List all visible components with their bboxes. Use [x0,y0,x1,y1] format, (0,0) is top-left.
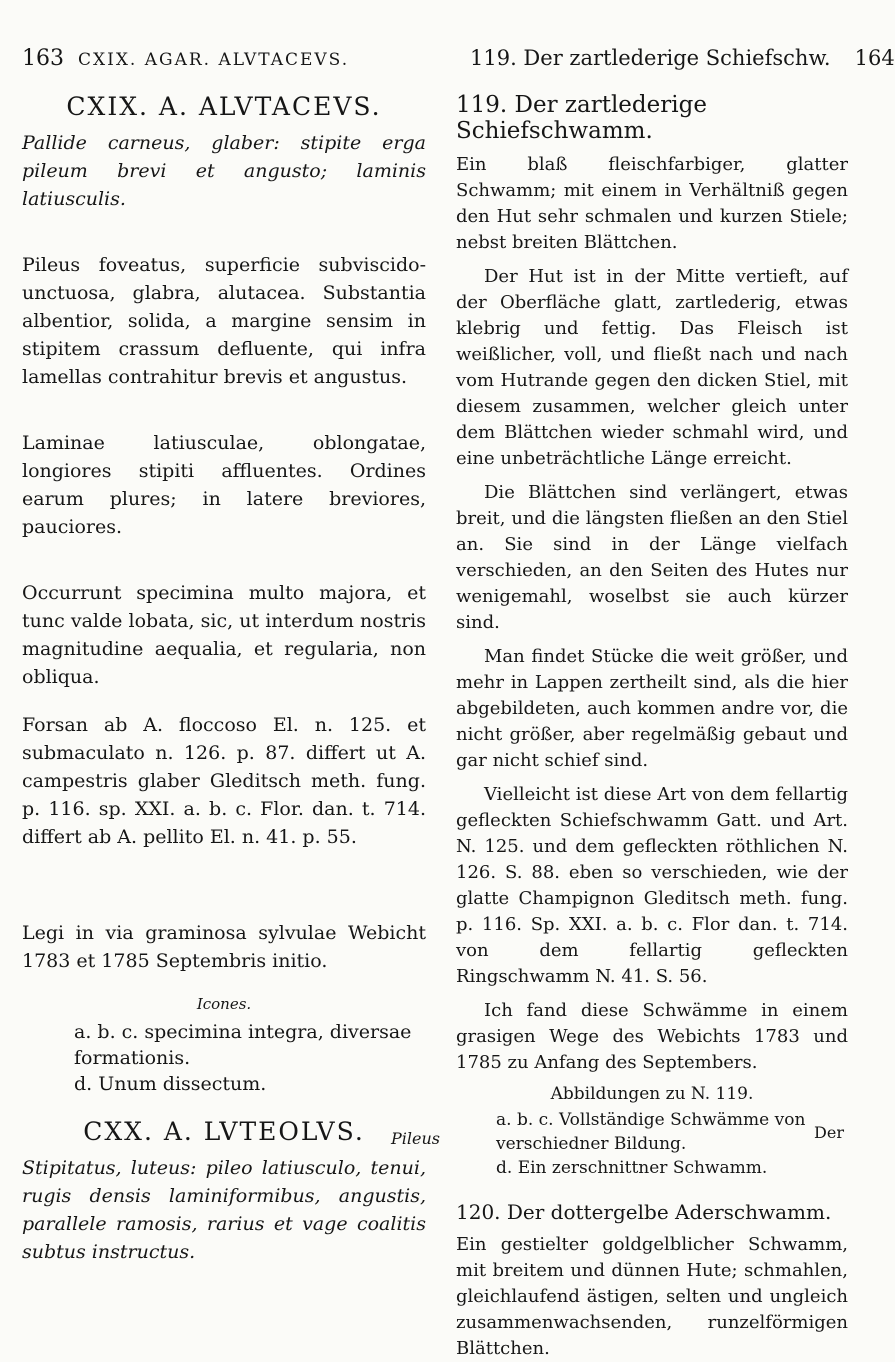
paragraph-pileus: Pileus foveatus, superficie subviscido-unctuosa, glabra, alutacea. Substantia albentior, solida, a margine sensim in stipitem crassum defluente, qui infra lamellas contrahitur brevis et angustus. [22,254,426,388]
paragraph-specimina: Occurrunt specimina multo majora, et tunc valde lobata, sic, ut interdum nostris magnitudine aequalia, et regularia, non obliqua. [22,582,426,688]
next-species-title: CXX. A. LVTEOLVS. [83,1117,365,1146]
paragraph-vielleicht: Vielleicht ist diese Art von dem fellartig gefleckten Schiefschwamm Gatt. und Art. N. 125. und dem gefleckten röthlichen N. 126. S. 88. eben so verschieden, wie der glatte Champignon Gleditsch meth. fung. p. 116. Sp. XXI. a. b. c. Flor dan. t. 714. von dem fellartig gefleckten Ringschwamm N. 41. S. 56. [456,784,848,987]
paragraph-hut: Der Hut ist in der Mitte vertieft, auf der Oberfläche glatt, zartlederig, etwas klebrig und fettig. Das Fleisch ist weißlicher, voll, und fließt nach und nach vom Hutrande gegen den dicken Stiel, mit diesem zusammen, welcher gleich unter dem Blättchen wieder schmahl wird, und eine unbeträchtliche Länge erreicht. [456,266,848,469]
catchword: Pileus [391,1129,440,1148]
paragraph-legi: Legi in via graminosa sylvulae Webicht 1783 et 1785 Septembris initio. [22,922,426,972]
paragraph-fund: Ich fand diese Schwämme in einem grasigen Wege des Webichts 1783 und 1785 zu Anfang des Septembers. [456,1000,848,1073]
abbildungen-title: Abbildungen zu N. 119. [550,1084,754,1104]
list-item: d. Ein zerschnittner Schwamm. [496,1158,768,1178]
list-item: a. b. c. Vollständige Schwämme von verschiedner Bildung. [496,1110,806,1154]
species-title: 119. Der zartlederige Schiefschwamm. [456,92,707,144]
right-column [456,92,848,1362]
list-item: a. b. c. specimina integra, diversae formationis. [74,1021,412,1069]
next-species-title: 120. Der dottergelbe Aderschwamm. [456,1200,832,1224]
page-number: 163 [22,46,64,71]
next-species-diagnosis: Stipitatus, luteus: pileo latiusculo, tenui, rugis densis laminiformibus, angustis, parallele ramosis, rarius et vage coalitis subtus instructus. [22,1157,426,1263]
catchword: Der [814,1123,844,1142]
running-head [470,46,895,70]
species-diagnosis: Ein blaß fleischfarbiger, glatter Schwamm; mit einem in Verhältniß gegen den Hut sehr schmalen und kurzen Stiele; nebst breiten Blättchen. [456,154,848,253]
paragraph-stuecke: Man findet Stücke die weit größer, und mehr in Lappen zertheilt sind, als die hier abgebildeten, auch kommen andre vor, die nicht größer, aber regelmäßig gebaut und gar nicht schief sind. [456,646,848,771]
running-head-text: CXIX. AGAR. ALVTACEVS. [78,50,350,70]
next-species-diagnosis: Ein gestielter goldgelblicher Schwamm, mit breitem und dünnen Hute; schmahlen, gleichlaufend ästigen, selten und ungleich zusammenwachsenden, runzelförmigen Blättchen. [456,1234,848,1359]
left-page [0,0,440,1263]
paragraph-blaettchen: Die Blättchen sind verlängert, etwas breit, und die längsten fließen an den Stiel an. Sie sind in der Länge vielfach verschieden, an den Seiten des Hutes nur wenigemahl, woselbst sie auch kürzer sind. [456,482,848,633]
running-head-text: 119. Der zartlederige Schiefschw. [470,46,831,70]
paragraph-laminae: Laminae latiusculae, oblongatae, longiores stipiti affluentes. Ordines earum plures; in latere breviores, pauciores. [22,432,426,538]
right-page [440,0,895,1359]
paragraph-forsan: Forsan ab A. floccoso El. n. 125. et submaculato n. 126. p. 87. differt ut A. campestris glaber Gleditsch meth. fung. p. 116. sp. XXI. a. b. c. Flor. dan. t. 714. differt ab A. pellito El. n. 41. p. 55. [22,714,426,848]
icones-list [22,1019,426,1097]
species-title: CXIX. A. ALVTACEVS. [66,92,382,121]
species-diagnosis: Pallide carneus, glaber: stipite erga pileum brevi et angusto; laminis latiusculis. [22,132,426,210]
abbildungen-list [456,1108,848,1180]
left-column [22,92,426,1266]
running-head [22,46,349,71]
page-number: 164 [854,46,895,70]
icones-title: Icones. [196,995,252,1013]
list-item: d. Unum dissectum. [74,1073,267,1095]
